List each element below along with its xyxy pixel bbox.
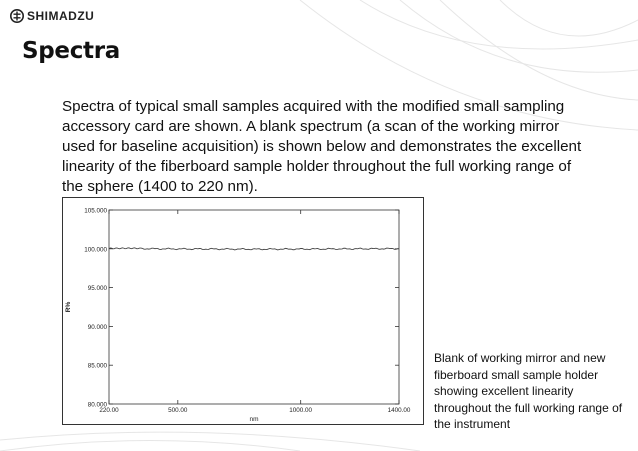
x-tick-label: 1400.00 bbox=[387, 407, 411, 414]
deco-line bbox=[0, 441, 300, 451]
logo bbox=[10, 9, 94, 23]
y-tick-label: 90.000 bbox=[87, 323, 107, 331]
y-tick-label: 85.000 bbox=[87, 362, 107, 370]
logo-text: SHIMADZU bbox=[27, 9, 95, 23]
y-tick-label: 100.000 bbox=[84, 246, 107, 254]
x-tick-label: 1000.00 bbox=[289, 407, 313, 414]
deco-line bbox=[0, 432, 420, 451]
y-tick-label: 95.000 bbox=[87, 285, 107, 293]
spectrum-chart-frame bbox=[62, 197, 424, 425]
x-tick-label: 220.00 bbox=[99, 407, 119, 414]
deco-line bbox=[400, 0, 638, 72]
spectrum-trace bbox=[109, 248, 399, 250]
deco-line bbox=[440, 0, 638, 100]
spectrum-chart bbox=[63, 198, 423, 424]
x-tick-label: 500.00 bbox=[168, 407, 188, 414]
deco-line bbox=[500, 0, 638, 36]
page-title: Spectra bbox=[22, 38, 121, 64]
deco-line bbox=[360, 0, 638, 49]
shimadzu-mark-icon bbox=[10, 9, 24, 23]
chart-caption: Blank of working mirror and new fiberboard small sample holder showing excellent linearity throughout the full working range of the instrument bbox=[434, 351, 623, 431]
x-axis-label: nm bbox=[249, 416, 259, 423]
y-tick-label: 80.000 bbox=[87, 401, 107, 409]
y-tick-label: 105.000 bbox=[84, 207, 107, 215]
body-paragraph: Spectra of typical small samples acquired with the modified small sampling accessory card are shown. A blank spectrum (a scan of the working mirror used for baseline acquisition) is shown below and demonstrates the excellent linearity of the fiberboard sample holder throughout the full working range of the sphere (1400 to 220 nm). bbox=[62, 98, 582, 195]
plot-area bbox=[109, 210, 399, 404]
y-axis-label: R% bbox=[65, 301, 72, 313]
